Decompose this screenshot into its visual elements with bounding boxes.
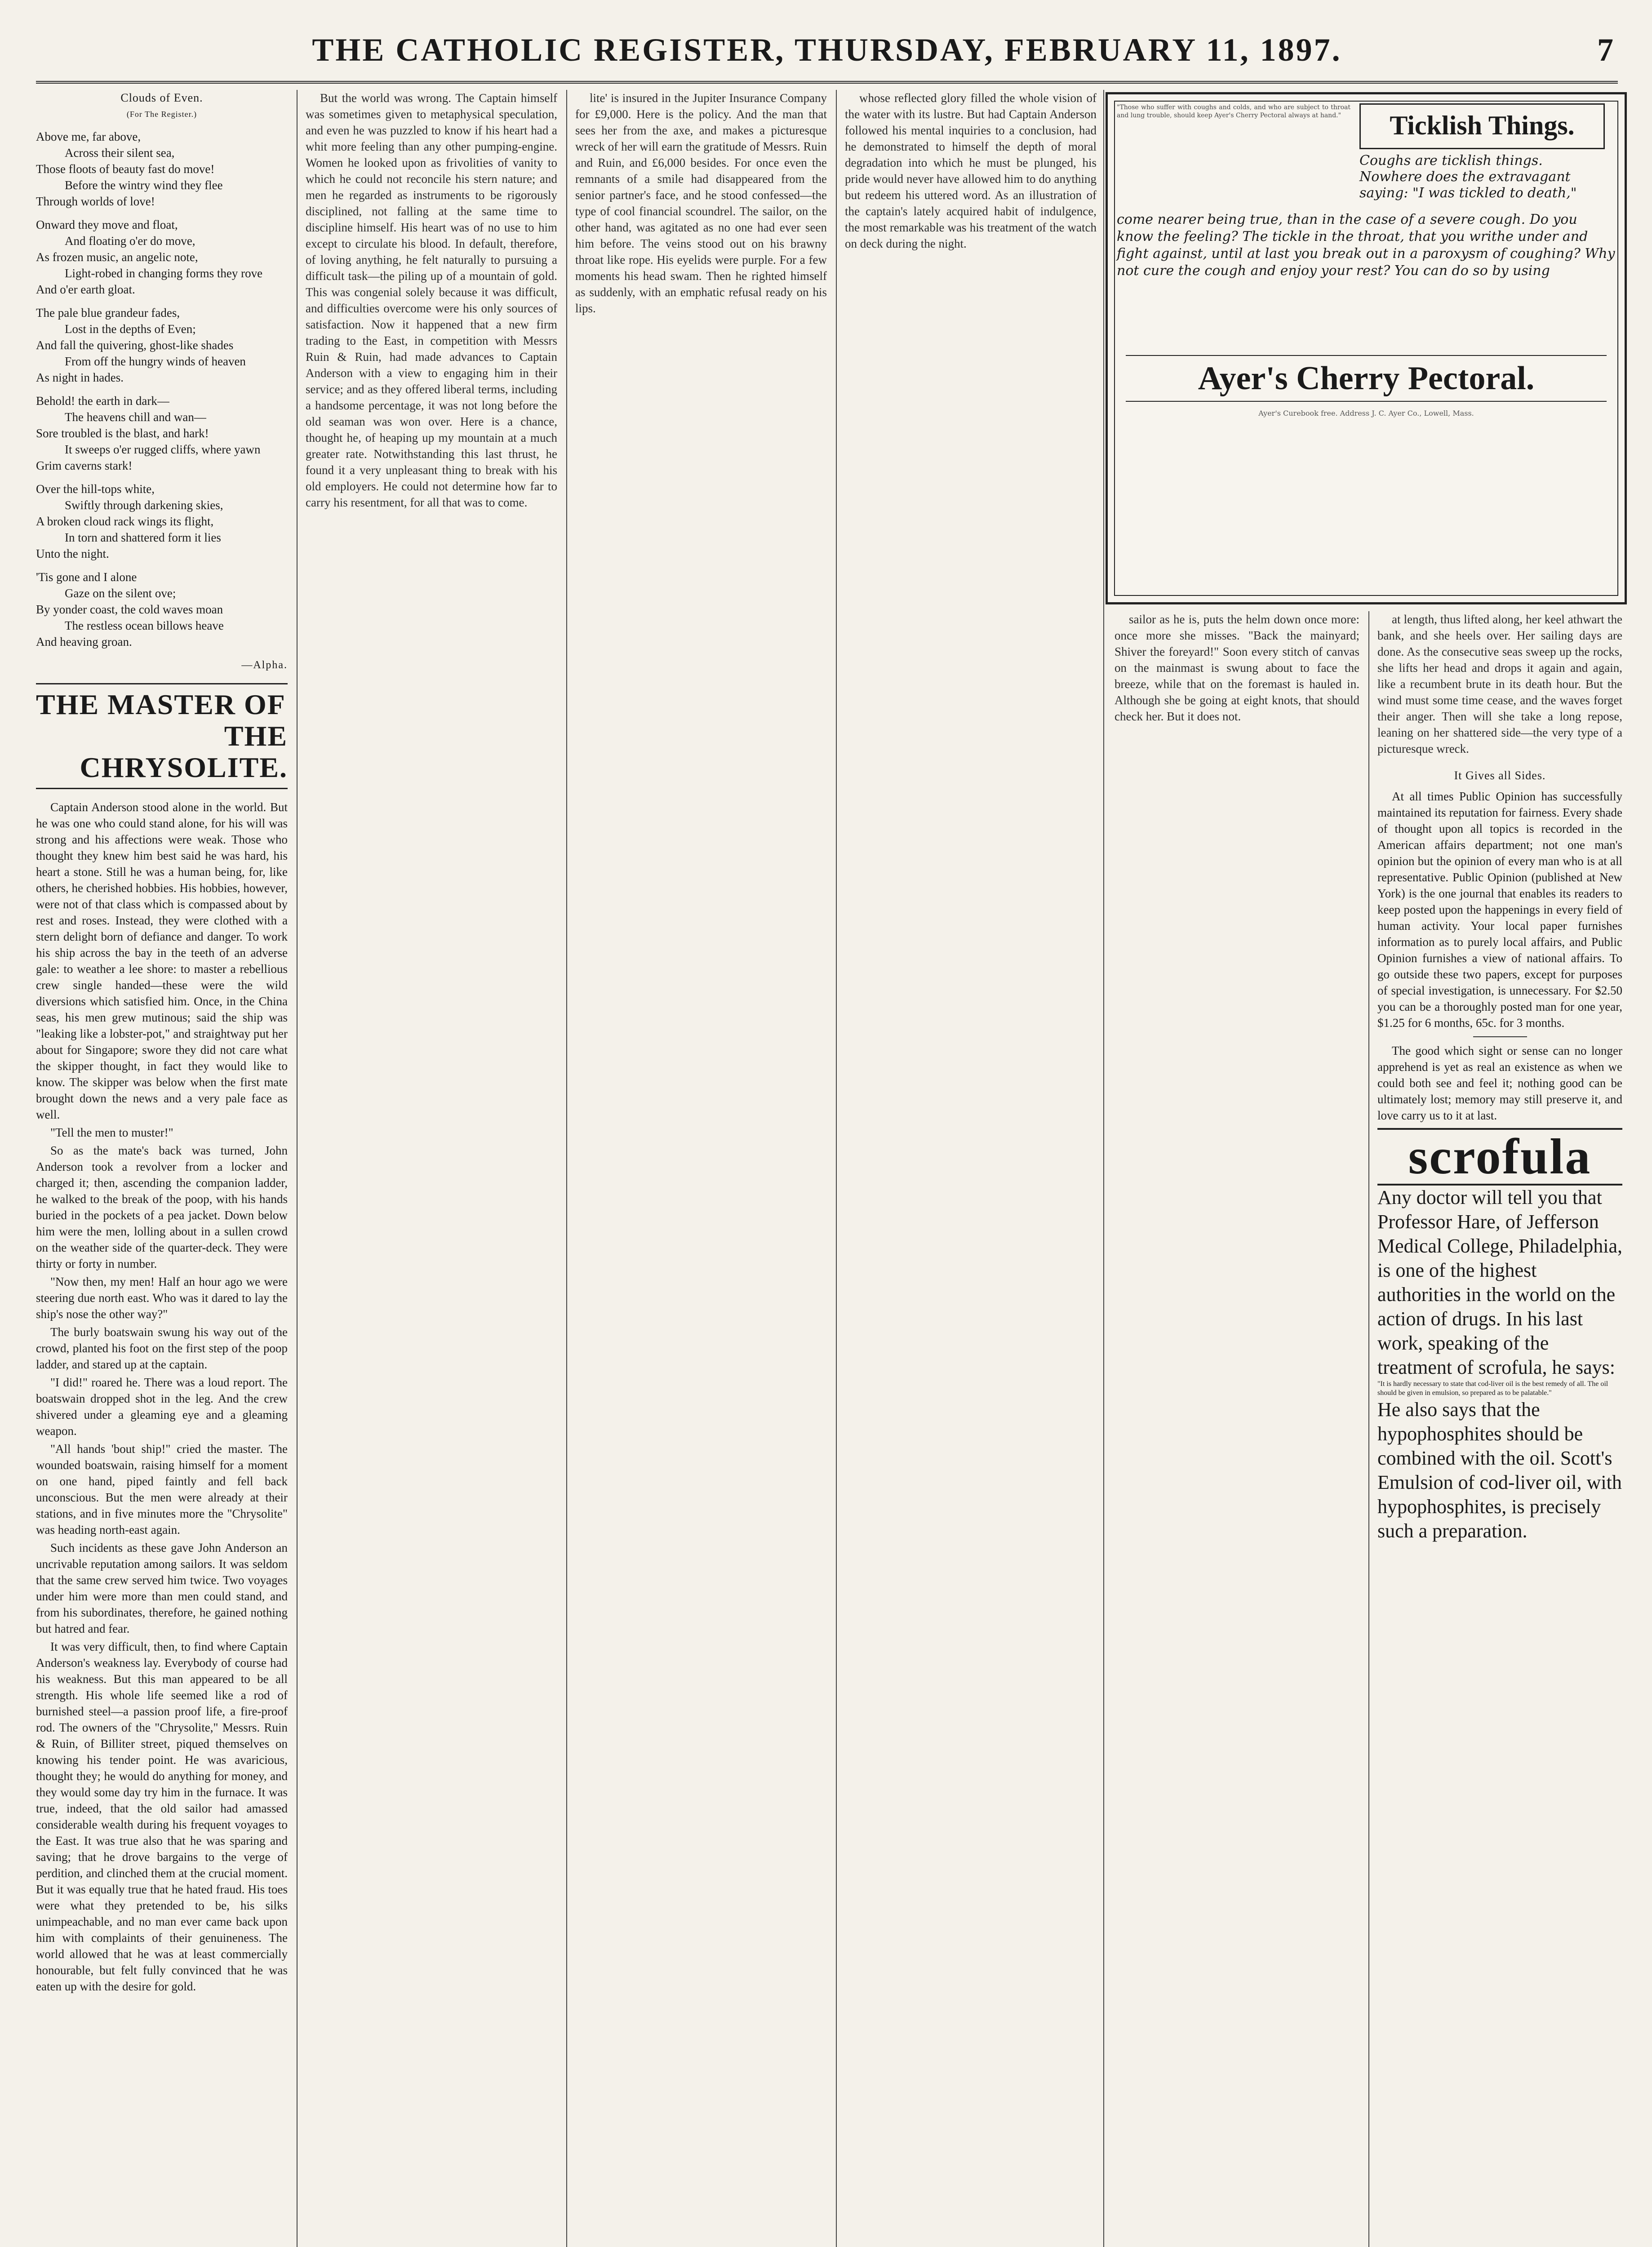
poem-line: The heavens chill and wan— xyxy=(65,410,206,424)
story-column-4-text: whose reflected glory filled the whole vision of the water with its lustre. But had Captain Anderson followed his mental inquiries to a conclusion, had he demonstrated to himself the depth of moral degradation into which he must be plunged, his pride would never have allowed him to do anything but redeem his uttered word. As an illustration of the captain's lately acquired habit of indulgence, the most remarkable was his treatment of the watch on deck during the night. xyxy=(845,91,1097,250)
public-opinion-heading: It Gives all Sides. xyxy=(1454,769,1546,782)
scrofula-text-1: Any doctor will tell you that Professor Hare, of Jefferson Medical College, Philadelphia, is one of the highest authorities in the world on the action of drugs. In his last work, speaking of the treatment of scrofula, he says: xyxy=(1377,1186,1622,1378)
poem-line: And fall the quivering, ghost-like shades xyxy=(36,338,234,352)
poem-stanzas xyxy=(36,129,288,650)
poem-stanza xyxy=(36,217,288,298)
poem xyxy=(36,90,288,673)
column-rule xyxy=(297,90,298,2247)
poem-line: Over the hill-tops white, xyxy=(36,482,155,496)
masthead xyxy=(36,27,1618,84)
poem-line: And o'er earth gloat. xyxy=(36,283,135,296)
poem-title: Clouds of Even. xyxy=(120,91,203,104)
poem-line: A broken cloud rack wings its flight, xyxy=(36,515,214,528)
poem-line: From off the hungry winds of heaven xyxy=(65,355,246,368)
poem-stanza xyxy=(36,393,288,474)
story-paragraph: Captain Anderson stood alone in the world. But he was one who could stand alone, for his will was strong and his affections were weak. Those who thought they knew him best said he was hard, his heart a stone. Still he was a human being, for, like others, he cherished hobbies. His hobbies, however, were not of that class which is compassed about by rest and roses. Instead, they were clothed with a stern delight born of defiance and danger. To work his ship across the bay in the teeth of an adverse gale: to weather a lee shore: to master a rebellious crew single handed—these were the wild diversions which satisfied him. Once, in the China seas, his men grew mutinous; said the ship was "leaking like a lobster-pot," and straightway put her about for Singapore; swore they did not care what the skipper thought, in fact they would like to know. The skipper was below when the first mate brought down the news and a very pale face as well. xyxy=(36,800,288,1121)
scrofula-text-2: He also says that the hypophosphites should be combined with the oil. Scott's Emulsion of cod-liver oil, with hypophosphites, is precisely such a preparation. xyxy=(1377,1399,1622,1542)
column-1 xyxy=(36,90,288,2247)
story-paragraph: "All hands 'bout ship!" cried the master. The wounded boatswain, raising himself for a moment on one hand, piped faintly and fell back unconscious. But the men were already at their stations, and in five minutes more the "Chrysolite" was heading north-east again. xyxy=(36,1442,288,1536)
poem-stanza xyxy=(36,305,288,386)
poem-stanza xyxy=(36,129,288,209)
poem-line: Behold! the earth in dark— xyxy=(36,394,169,408)
column-rule xyxy=(1103,90,1104,2247)
ad-headline: Ticklish Things. xyxy=(1359,103,1605,149)
column-6 xyxy=(1377,611,1622,2247)
story-column-1-text xyxy=(36,799,288,1994)
poem-stanza xyxy=(36,569,288,650)
story-paragraph: The burly boatswain swung his way out of the crowd, planted his foot on the first step of the poop ladder, and stared up at the captain. xyxy=(36,1325,288,1371)
scotts-emulsion-ad xyxy=(1377,1128,1622,1543)
poem-line: Above me, far above, xyxy=(36,130,141,143)
ad-blurb: "Those who suffer with coughs and colds, and who are subject to throat and lung trouble, should keep Ayer's Cherry Pectoral always at hand." xyxy=(1117,104,1350,119)
story-headline xyxy=(36,683,288,789)
poem-signature: —Alpha. xyxy=(241,659,288,671)
ayers-cherry-pectoral-ad xyxy=(1106,92,1627,604)
story-paragraph: "I did!" roared he. There was a loud report. The boatswain dropped shot in the leg. And the crew shivered under a gleaming eye and a gleaming weapon. xyxy=(36,1376,288,1438)
poem-line: And heaving groan. xyxy=(36,635,132,648)
column-rule xyxy=(566,90,567,2247)
story-column-5-text: sailor as he is, puts the helm down once more: once more she misses. "Back the mainyard; Shiver the foreyard!" Soon every stitch of canvas on the mainmast is swung about to face the breeze, while that on the foremast is hauled in. Although she be going at eight knots, that should check her. But it does not. xyxy=(1115,613,1359,723)
story-paragraph: Such incidents as these gave John Anderson an uncrivable reputation among sailors. It was seldom that the same crew served him twice. Two voyages under him were more than men could stand, and from his subordinates, therefore, he gained nothing but hatred and fear. xyxy=(36,1541,288,1635)
divider xyxy=(1473,1036,1527,1037)
poem-line: The restless ocean billows heave xyxy=(65,619,224,632)
poem-line: Light-robed in changing forms they rove xyxy=(65,266,263,280)
poem-line: In torn and shattered form it lies xyxy=(65,531,221,544)
column-rule xyxy=(1368,611,1369,2247)
column-5 xyxy=(1115,611,1359,2247)
poem-line: The pale blue grandeur fades, xyxy=(36,306,180,320)
poem-line: Onward they move and float, xyxy=(36,218,178,231)
poem-line: Sore troubled is the blast, and hark! xyxy=(36,426,209,440)
poem-line: Swiftly through darkening skies, xyxy=(65,498,223,512)
story-headline-line2: THE CHRYSOLITE. xyxy=(80,720,288,783)
ad-brand: Ayer's Cherry Pectoral. xyxy=(1126,355,1607,402)
poem-line: And floating o'er do move, xyxy=(65,234,195,248)
masthead-title: THE CATHOLIC REGISTER, THURSDAY, FEBRUARY 11, 1897. xyxy=(312,32,1342,68)
story-paragraph: "Now then, my men! Half an hour ago we were steering due north east. Who was it dared to lay the ship's nose the other way?" xyxy=(36,1275,288,1321)
poem-line: Across their silent sea, xyxy=(65,146,175,160)
ad-body: come nearer being true, than in the case of a severe cough. Do you know the feeling? The tickle in the throat, that you writhe under and fight against, until at last you break out in a paroxysm of coughing? Why not cure the cough and enjoy your rest? You can do so by using xyxy=(1117,212,1615,279)
column-3 xyxy=(575,90,827,2247)
story-column-2-text: But the world was wrong. The Captain himself was sometimes given to metaphysical speculation, and even he was puzzled to know if his heart had a whit more feeling than any other pumping-engine. Women he looked upon as frivolities of vanity to which he could not reconcile his stern nature; and men he regarded as instruments to be rigorously disciplined, not falling at the same time to discipline himself. His heart was of no use to him except to circulate his blood. In default, therefore, of loving anything, he felt naturally to pursuing a difficult task—the piling up of a mountain of gold. This was congenial solely because it was difficult, and difficulties overcome were his only sources of satisfaction. Now it happened that a new firm trading to the East, in competition with Messrs Ruin & Ruin, had made advances to Captain Anderson with a view to engaging him in their service; and as they offered liberal terms, including a handsome percentage, it was not long before the old seaman was won over. Here is a chance, thought he, of heaping up my mountain at a much greater rate. Notwithstanding this last thrust, he found it a very unpleasant thing to break with his old employers. He could not determine how far to carry his resentment, for all that was to come. xyxy=(306,91,557,509)
column-4 xyxy=(845,90,1097,2247)
poem-byline: (For The Register.) xyxy=(126,110,197,119)
poem-line: Before the wintry wind they flee xyxy=(65,178,223,192)
ad-fine-print: Ayer's Curebook free. Address J. C. Ayer Co., Lowell, Mass. xyxy=(1258,409,1474,417)
poem-line: Lost in the depths of Even; xyxy=(65,322,196,336)
poem-line: Unto the night. xyxy=(36,547,109,560)
story-paragraph: "Tell the men to muster!" xyxy=(50,1126,173,1139)
column-rule xyxy=(836,90,837,2247)
page-number: 7 xyxy=(1597,32,1613,68)
poem-line: As frozen music, an angelic note, xyxy=(36,250,198,264)
poem-line: Through worlds of love! xyxy=(36,195,155,208)
public-opinion-text: At all times Public Opinion has successfully maintained its reputation for fairness. Every shade of thought upon all topics is recorded in the American affairs department; not one man's opinion but the opinion of every man who is at all representative. Public Opinion (published at New York) is the one journal that enables its readers to keep posted upon the happenings in every field of human activity. Your local paper furnishes information as to purely local affairs, and Public Opinion furnishes a view of national affairs. To go outside these two papers, except for purposes of special investigation, is unnecessary. For $2.50 you can be a thoroughly posted man for one year, $1.25 for 6 months, 65c. for 3 months. xyxy=(1377,790,1622,1030)
good-wish-text: The good which sight or sense can no longer apprehend is yet as real an existence as when we could both see and feel it; nothing good can be ultimately lost; memory may still preserve it, and love carry us to it at last. xyxy=(1377,1044,1622,1122)
poem-stanza xyxy=(36,481,288,562)
poem-line: 'Tis gone and I alone xyxy=(36,570,137,584)
poem-line: Those floots of beauty fast do move! xyxy=(36,162,215,176)
poem-line: As night in hades. xyxy=(36,371,124,384)
poem-line: It sweeps o'er rugged cliffs, where yawn xyxy=(65,443,261,456)
scrofula-body xyxy=(1377,1186,1622,1543)
story-paragraph: It was very difficult, then, to find where Captain Anderson's weakness lay. Everybody of course had his weakness. But this man appeared to be all strength. His whole life seemed like a rod of burnished steel—a passion proof life, a fire-proof rod. The owners of the "Chrysolite," Messrs. Ruin & Ruin, of Billiter street, piqued themselves on knowing his tender point. He was avaricious, thought they; he would do anything for money, and they would some day try him in the furnace. It was true, indeed, that the old sailor had amassed considerable wealth during his frequent voyages to the East. It was true also that he was sparing and saving; that he drove bargains to the verge of perdition, and clinched them at the crucial moment. But it was equally true that he hated fraud. His toes were what they pretended to be, his silks unimpeachable, and no man ever came back upon him with complaints of their genuineness. The world allowed that he was at least commercially honourable, but felt fully convinced that he was eaten up with the desire for gold. xyxy=(36,1640,288,1993)
scrofula-quote: "It is hardly necessary to state that cod-liver oil is the best remedy of all. The oil should be given in emulsion, so prepared as to be palatable." xyxy=(1377,1380,1608,1397)
poem-line: Grim caverns stark! xyxy=(36,459,133,472)
story-headline-line1: THE MASTER OF xyxy=(36,688,286,720)
story-paragraph: So as the mate's back was turned, John Anderson took a revolver from a locker and charged it; then, ascending the companion ladder, he walked to the break of the poop, with his hands buried in the pockets of a pea jacket. Down below him were the men, lolling about in a sullen crowd on the weather side of the quarter-deck. They were thirty or forty in number. xyxy=(36,1144,288,1270)
ad-tagline: Coughs are ticklish things. Nowhere does the extravagant saying: "I was tickled to death," xyxy=(1359,153,1577,201)
story-column-3-text: lite' is insured in the Jupiter Insurance Company for £9,000. Here is the policy. And the man that sees her from the axe, and makes a picturesque wreck of her will earn the gratitude of Messrs. Ruin and Ruin, and £6,000 besides. For once even the remnants of a smile had disappeared from the senior partner's face, and he stood confessed—the type of cool financial scoundrel. The sailor, on the other hand, was agitated as no one had ever seen him before. The veins stood out on his brawny throat like rope. His eyelids were purple. For a few moments his head swam. Then he righted himself as suddenly, with an emphatic refusal ready on his lips. xyxy=(575,91,827,315)
poem-line: Gaze on the silent ove; xyxy=(65,586,176,600)
poem-line: By yonder coast, the cold waves moan xyxy=(36,603,223,616)
story-column-6-text: at length, thus lifted along, her keel athwart the bank, and she heels over. Her sailing days are done. As the consecutive seas sweep up the rocks, she lifts her head and drops it again and again, like a recumbent brute in its death hour. But the wind must some time cease, and the waves forget their anger. Then will she take a long repose, leaning on her shattered side—the very type of a picturesque wreck. xyxy=(1377,613,1622,755)
scrofula-title: scrofula xyxy=(1377,1128,1622,1186)
column-2 xyxy=(306,90,557,2247)
